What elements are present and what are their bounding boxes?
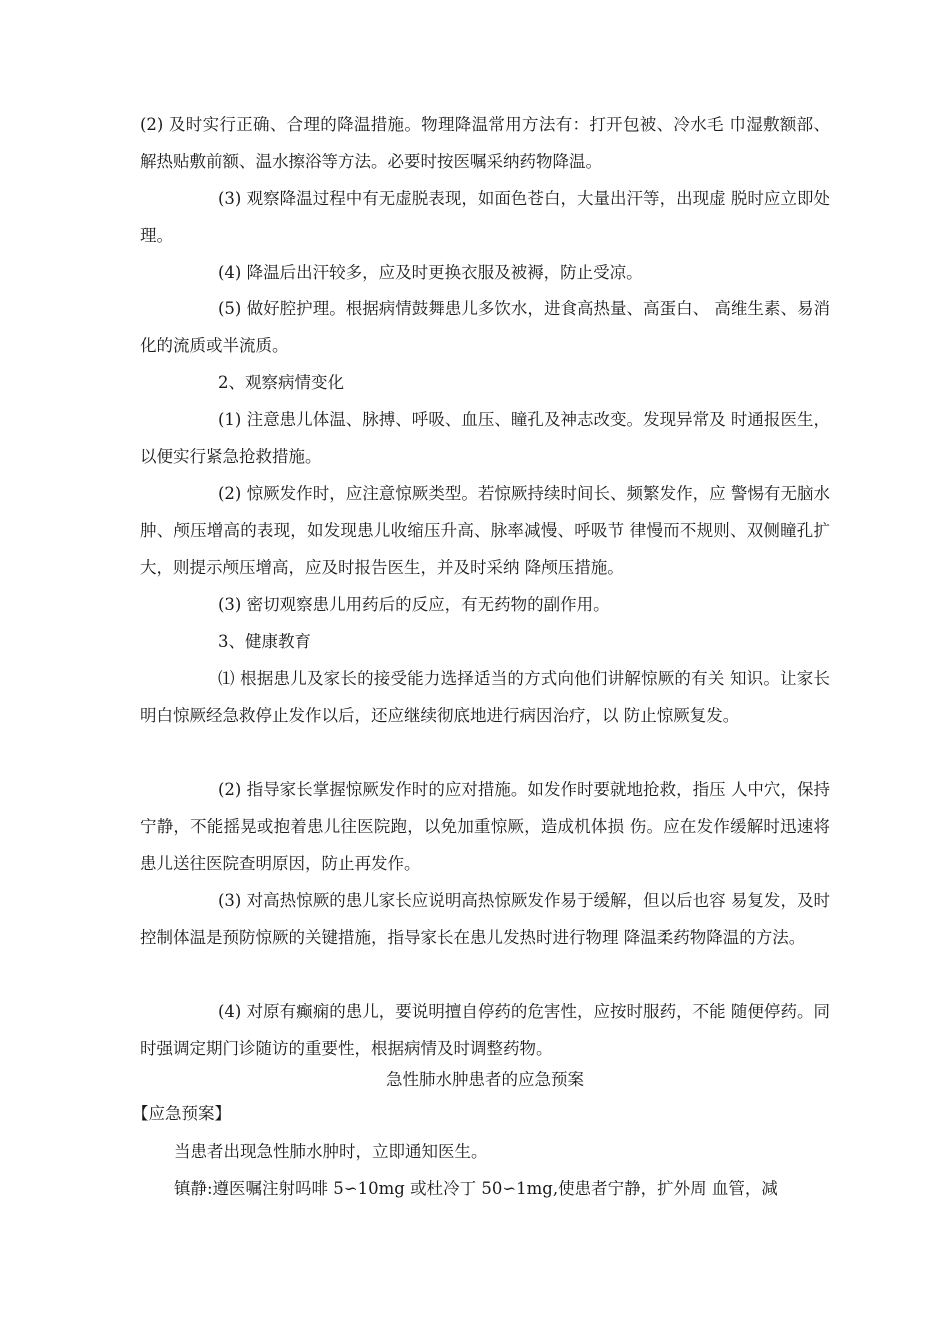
paragraph-coping-measures: (2) 指导家长掌握惊厥发作时的应对措施。如发作时要就地抢救，指压 人中穴，保持宁静，不能摇晃或抱着患儿往医院跑，以免加重惊厥，造成机体损 伤。应在发作缓解时迅速将患儿送往医院查明原因，防止再发作。 bbox=[140, 780, 830, 873]
section-label: 【应急预案】 bbox=[132, 1104, 231, 1123]
paragraph-drug-reaction: (3) 密切观察患儿用药后的反应，有无药物的副作用。 bbox=[218, 595, 610, 614]
heading-observe-condition: 2、观察病情变化 bbox=[218, 373, 344, 392]
paragraph-oral-care: (5) 做好腔护理。根据病情鼓舞患儿多饮水，进食高热量、高蛋白、 高维生素、易消化的流质或半流质。 bbox=[140, 299, 830, 355]
paragraph-observe-cooling: (3) 观察降温过程中有无虚脱表现，如面色苍白，大量出汗等，出现虚 脱时应立即处理。 bbox=[140, 189, 830, 245]
paragraph-epilepsy-medication: (4) 对原有癫痫的患儿，要说明擅自停药的危害性，应按时服药，不能 随便停药。同时强调定期门诊随访的重要性，根据病情及时调整药物。 bbox=[140, 1002, 830, 1058]
paragraph-explain-knowledge: ⑴ 根据患儿及家长的接受能力选择适当的方式向他们讲解惊厥的有关 知识。让家长明白惊厥经急救停止发作以后，还应继续彻底地进行病因治疗，以 防止惊厥复发。 bbox=[140, 669, 830, 725]
paragraph-febrile-convulsion: (3) 对高热惊厥的患儿家长应说明高热惊厥发作易于缓解，但以后也容 易复发，及时控制体温是预防惊厥的关键措施，指导家长在患儿发热时进行物理 降温柔药物降温的方法。 bbox=[140, 891, 830, 947]
paragraph-notify-doctor: 当患者出现急性肺水肿时，立即通知医生。 bbox=[174, 1142, 488, 1161]
paragraph-cooling-measures: (2) 及时实行正确、合理的降温措施。物理降温常用方法有：打开包被、冷水毛 巾湿敷额部、解热贴敷前额、温水擦浴等方法。必要时按医嘱采纳药物降温。 bbox=[140, 115, 830, 171]
section-title: 急性肺水肿患者的应急预案 bbox=[386, 1070, 584, 1089]
paragraph-change-clothes: (4) 降温后出汗较多，应及时更换衣服及被褥，防止受凉。 bbox=[218, 263, 643, 282]
paragraph-vital-signs: (1) 注意患儿体温、脉搏、呼吸、血压、瞳孔及神志改变。发现异常及 时通报医生，以便实行紧急抢救措施。 bbox=[140, 410, 830, 466]
heading-health-education: 3、健康教育 bbox=[218, 632, 311, 651]
paragraph-convulsion-type: (2) 惊厥发作时，应注意惊厥类型。若惊厥持续时间长、频繁发作，应 警惕有无脑水肿、颅压增高的表现，如发现患儿收缩压升高、脉率减慢、呼吸节 律慢而不规则、双侧瞳孔扩大，则提示颅压增高，应及时报告医生，并及时采纳 降颅压措施。 bbox=[140, 484, 830, 577]
paragraph-sedation: 镇静:遵医嘱注射吗啡 5∽10mg 或杜冷丁 50∽1mg,使患者宁静，扩外周 血管，减 bbox=[174, 1179, 778, 1198]
